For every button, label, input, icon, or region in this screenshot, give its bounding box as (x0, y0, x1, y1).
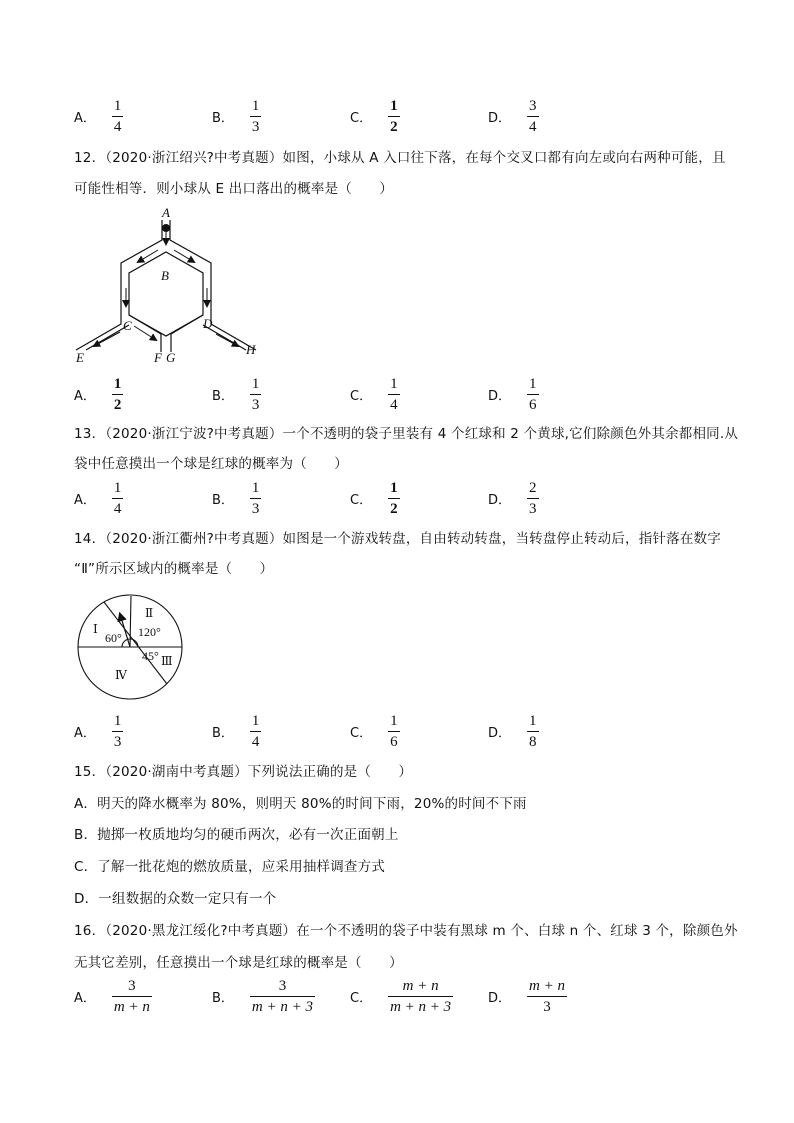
q15-stem: 15．（2020·湖南中考真题）下列说法正确的是（ ） (74, 764, 413, 780)
angle-120: 120° (138, 625, 161, 639)
q13-option-c[interactable]: C． $\frac{1}{2}$ (350, 479, 398, 517)
q14-options (74, 711, 734, 751)
q12-option-a[interactable]: A． $\frac{1}{2}$ (74, 375, 122, 413)
angle-60: 60° (105, 631, 122, 645)
q11-option-b[interactable]: B． $\frac{1}{3}$ (212, 97, 260, 135)
label-b: B (161, 268, 169, 283)
q13-option-b[interactable]: B． $\frac{1}{3}$ (212, 479, 260, 517)
q12-ball-drop-figure (66, 200, 266, 370)
q16-option-c[interactable]: C． $\frac{m + n}{m + n + 3}$ (350, 977, 452, 1015)
q14-option-c[interactable]: C． $\frac{1}{6}$ (350, 712, 398, 750)
angle-45: 45° (142, 649, 159, 663)
q12-option-d[interactable]: D． $\frac{1}{6}$ (488, 375, 537, 413)
q13-option-d[interactable]: D． $\frac{2}{3}$ (488, 479, 537, 517)
q13-stem-line1: 13．（2020·浙江宁波?中考真题）一个不透明的袋子里装有 4 个红球和 2 个黄球,它们除颜色外其余都相同.从 (74, 426, 739, 442)
region-iii: Ⅲ (161, 654, 173, 668)
arrow-to-e (94, 332, 120, 346)
q14-option-d[interactable]: D． $\frac{1}{8}$ (488, 712, 537, 750)
q14-stem-line1: 14．（2020·浙江衢州?中考真题）如图是一个游戏转盘，自由转动转盘，当转盘停止转动后，指针落在数字 (74, 531, 721, 547)
q13-stem-line2: 袋中任意摸出一个球是红球的概率为（ ） (74, 456, 348, 472)
region-iv: Ⅳ (115, 668, 127, 682)
q15-option-d[interactable]: D．一组数据的众数一定只有一个 (74, 891, 277, 907)
region-ii: Ⅱ (145, 606, 154, 620)
q11-option-c[interactable]: C． $\frac{1}{2}$ (350, 97, 398, 135)
q16-option-b[interactable]: B． $\frac{3}{m + n + 3}$ (212, 977, 313, 1015)
q16-option-d[interactable]: D． $\frac{m + n}{3}$ (488, 977, 565, 1015)
q12-option-b[interactable]: B． $\frac{1}{3}$ (212, 375, 260, 413)
q14-stem-line2: “Ⅱ”所示区域内的概率是（ ） (74, 561, 274, 577)
q13-option-a[interactable]: A． $\frac{1}{4}$ (74, 479, 122, 517)
label-e: E (76, 350, 84, 365)
label-h: H (246, 342, 256, 357)
arrow-to-h (216, 334, 238, 346)
q11-options (74, 96, 734, 136)
q11-option-a[interactable]: A． $\frac{1}{4}$ (74, 97, 122, 135)
label-d: D (203, 316, 213, 331)
region-i: Ⅰ (93, 622, 98, 636)
q15-option-a[interactable]: A．明天的降水概率为 80%，则明天 80%的时间下雨，20%的时间不下雨 (74, 796, 527, 812)
q11-option-d[interactable]: D． $\frac{3}{4}$ (488, 97, 537, 135)
q14-option-a[interactable]: A． $\frac{1}{3}$ (74, 712, 122, 750)
q12-stem-line1: 12．（2020·浙江绍兴?中考真题）如图，小球从 A 入口往下落，在每个交叉口都有向左或向右两种可能，且 (74, 150, 726, 166)
q15-option-c[interactable]: C．了解一批花炮的燃放质量，应采用抽样调查方式 (74, 859, 386, 875)
q12-stem-line2: 可能性相等．则小球从 E 出口落出的概率是（ ） (74, 181, 394, 197)
q16-stem-line1: 16．（2020·黑龙江绥化?中考真题）在一个不透明的袋子中装有黑球 m 个、白球 n 个、红球 3 个，除颜色外 (74, 923, 738, 939)
q12-option-c[interactable]: C． $\frac{1}{4}$ (350, 375, 398, 413)
q16-options (74, 976, 734, 1016)
label-g: G (166, 350, 176, 365)
q15-option-b[interactable]: B．抛掷一枚质地均匀的硬币两次，必有一次正面朝上 (74, 827, 399, 843)
q14-spinner-figure (70, 588, 190, 708)
q13-options (74, 478, 734, 518)
label-a: A (162, 205, 170, 220)
q16-option-a[interactable]: A． $\frac{3}{m + n}$ (74, 977, 150, 1015)
label-f: F (154, 350, 162, 365)
label-c: C (123, 318, 132, 333)
q12-options (74, 374, 734, 414)
ball-icon (162, 224, 170, 232)
q14-option-b[interactable]: B． $\frac{1}{4}$ (212, 712, 260, 750)
q16-stem-line2: 无其它差别，任意摸出一个球是红球的概率是（ ） (74, 955, 403, 971)
